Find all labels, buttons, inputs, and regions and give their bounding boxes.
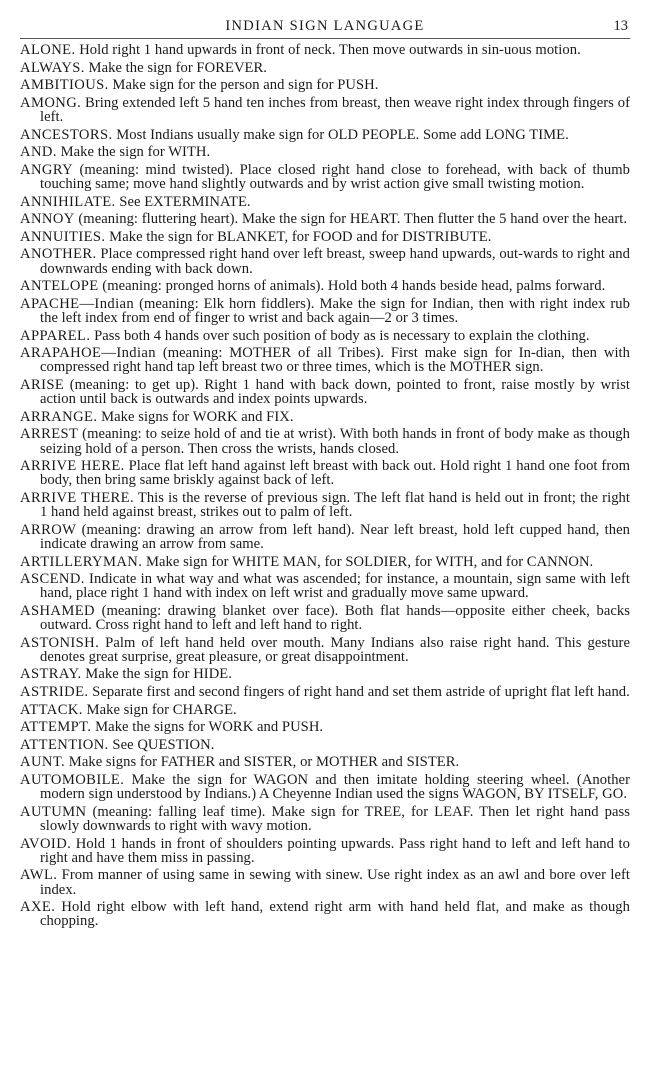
entry-term: ANNOY <box>20 211 75 228</box>
dictionary-entry <box>20 523 630 551</box>
entry-definition: Palm of left hand held over mouth. Many Indians also raise right hand. This gesture denotes great surprise, great pleasure, or great disappointment. <box>40 634 630 665</box>
entry-definition: Make sign for CHARGE. <box>82 701 237 718</box>
entry-term: ARREST <box>20 426 79 443</box>
entry-term: ANGRY <box>20 161 74 178</box>
dictionary-entry <box>20 410 630 424</box>
dictionary-entry <box>20 837 630 865</box>
entry-term: ATTENTION. <box>20 736 109 753</box>
entry-term: AUNT. <box>20 754 66 771</box>
entry-term: ASHAMED <box>20 602 95 619</box>
dictionary-entry <box>20 145 630 159</box>
entry-term: ANOTHER. <box>20 246 97 263</box>
entry-term: APPAREL. <box>20 327 91 344</box>
page-number: 13 <box>613 18 628 34</box>
entry-definition: Make the sign for BLANKET, for FOOD and for DISTRIBUTE. <box>105 228 492 245</box>
entry-term: ATTACK. <box>20 701 83 718</box>
entry-term: ASTONISH. <box>20 634 100 651</box>
dictionary-entry <box>20 378 630 406</box>
entry-term: ALWAYS. <box>20 59 85 76</box>
entry-term: ARROW <box>20 521 77 538</box>
entry-definition: Make the sign for WITH. <box>56 144 211 161</box>
entry-term: AVOID. <box>20 835 72 852</box>
entry-definition: Make the signs for WORK and PUSH. <box>91 719 324 736</box>
dictionary-entry <box>20 279 630 293</box>
dictionary-entry <box>20 230 630 244</box>
entry-term: ARRIVE HERE. <box>20 458 125 475</box>
dictionary-entry <box>20 128 630 142</box>
dictionary-entry <box>20 636 630 664</box>
entry-definition: (meaning: drawing an arrow from left hand). Near left breast, hold left cupped hand, then indicate drawing an arrow from same. <box>40 521 630 552</box>
entry-term: ALONE. <box>20 42 76 58</box>
dictionary-entry <box>20 329 630 343</box>
entry-definition: Hold right 1 hand upwards in front of neck. Then move outwards in sin-uous motion. <box>75 42 581 58</box>
entry-definition: (meaning: falling leaf time). Make sign for TREE, for LEAF. Then let right hand pass slowly downwards to right with wavy motion. <box>40 803 630 835</box>
dictionary-entry <box>20 459 630 487</box>
entry-term: ASCEND. <box>20 571 85 588</box>
entry-term: AWL. <box>20 867 58 884</box>
dictionary-entry <box>20 738 630 752</box>
entry-definition: (meaning: pronged horns of animals). Hold both 4 hands beside head, palms forward. <box>98 278 606 295</box>
entry-definition: (meaning: fluttering heart). Make the sign for HEART. Then flutter the 5 hand over the heart. <box>74 211 628 228</box>
entry-definition: (meaning: MOTHER of all Tribes). First make sign for In-dian, then with compressed right hand tap left breast two or three times, which is the MOTHER sign. <box>40 345 630 376</box>
entry-definition: Make the sign for WAGON and then imitate holding steering wheel. (Another modern sign understood by Indians.) A Cheyenne Indian used the signs WAGON, BY ITSELF, GO. <box>40 772 630 803</box>
dictionary-entry <box>20 667 630 681</box>
entry-term: ARISE <box>20 376 65 393</box>
dictionary-entry <box>20 720 630 734</box>
entry-definition: Hold 1 hands in front of shoulders pointing upwards. Pass right hand to left and left hand to right and have them miss in passing. <box>40 835 630 866</box>
entry-definition: Make signs for FATHER and SISTER, or MOTHER and SISTER. <box>65 754 460 771</box>
entry-definition: From manner of using same in sewing with sinew. Use right index as an awl and bore over left index. <box>40 867 630 898</box>
dictionary-entry <box>20 297 630 325</box>
entry-term: ARAPAHOE—Indian <box>20 345 156 362</box>
running-title: INDIAN SIGN LANGUAGE <box>225 18 425 34</box>
dictionary-entry <box>20 43 630 57</box>
entry-definition: See QUESTION. <box>108 736 215 753</box>
entry-term: AUTOMOBILE. <box>20 772 125 789</box>
dictionary-entry <box>20 346 630 374</box>
dictionary-entry <box>20 685 630 699</box>
entry-term: ARRIVE THERE. <box>20 489 134 506</box>
dictionary-entry <box>20 900 630 928</box>
dictionary-entry <box>20 195 630 209</box>
dictionary-entry <box>20 212 630 226</box>
dictionary-entry <box>20 755 630 769</box>
dictionary-entry <box>20 61 630 75</box>
entry-term: ANCESTORS. <box>20 126 113 143</box>
dictionary-entry <box>20 78 630 92</box>
entry-definition: Make the sign for HIDE. <box>81 666 232 683</box>
entry-term: ARRANGE. <box>20 408 98 425</box>
entry-definition: (meaning: to get up). Right 1 hand with back down, pointed to front, raise mostly by wrist action until back is outwards and index points upwards. <box>40 376 630 408</box>
entry-term: ANTELOPE <box>20 278 99 295</box>
entry-definition: Indicate in what way and what was ascended; for instance, a mountain, sign same with left hand, place right 1 hand with index on left wrist and gradually move same upward. <box>40 571 630 602</box>
dictionary-entry <box>20 604 630 632</box>
dictionary-entry <box>20 427 630 455</box>
entry-term: ATTEMPT. <box>20 719 92 736</box>
dictionary-entry <box>20 868 630 896</box>
entry-definition: Make sign for the person and sign for PUSH. <box>108 77 379 94</box>
entry-definition: (meaning: to seize hold of and tie at wrist). With both hands in front of body make as though seizing hold of a person. Then cross the wrists, hands closed. <box>40 426 630 457</box>
entry-term: ASTRIDE. <box>20 684 89 701</box>
entry-definition: (meaning: drawing blanket over face). Both flat hands—opposite either cheek, backs outward. Cross right hand to left and left hand to right. <box>40 602 630 634</box>
entry-term: AXE. <box>20 899 56 916</box>
dictionary-entry <box>20 96 630 124</box>
entry-term: AUTUMN <box>20 803 87 820</box>
entry-definition: (meaning: Elk horn fiddlers). Make the sign for Indian, then with right index rub the left index from end of finger to wrist and back again—2 or 3 times. <box>40 295 630 326</box>
entry-term: ARTILLERYMAN. <box>20 553 143 570</box>
entry-term: AND. <box>20 144 57 161</box>
running-header <box>20 16 630 39</box>
entry-definition: See EXTERMINATE. <box>115 193 251 210</box>
entry-term: AMBITIOUS. <box>20 77 109 94</box>
dictionary-entry <box>20 773 630 801</box>
dictionary-entry <box>20 572 630 600</box>
dictionary-entry <box>20 163 630 191</box>
dictionary-entry <box>20 555 630 569</box>
entry-term: APACHE—Indian <box>20 295 135 312</box>
dictionary-entries <box>20 43 630 932</box>
dictionary-entry <box>20 247 630 275</box>
entry-definition: Separate first and second fingers of right hand and set them astride of upright flat left hand. <box>88 684 630 701</box>
entry-definition: Make the sign for FOREVER. <box>84 59 267 76</box>
entry-definition: (meaning: mind twisted). Place closed right hand close to forehead, with back of thumb touching same; move hand slightly outwards and by wrist action give small twisting motion. <box>40 161 630 192</box>
entry-definition: Bring extended left 5 hand ten inches from breast, then weave right index through fingers of left. <box>40 94 630 125</box>
entry-definition: Most Indians usually make sign for OLD PEOPLE. Some add LONG TIME. <box>112 126 569 143</box>
entry-definition: Place flat left hand against left breast with back out. Hold right 1 hand one foot from body, then bring same briskly against back of left. <box>40 458 630 489</box>
entry-definition: This is the reverse of previous sign. The left flat hand is held out in front; the right 1 hand held against breast, strikes out to palm of left. <box>40 489 630 521</box>
entry-term: AMONG. <box>20 94 82 111</box>
entry-term: ASTRAY. <box>20 666 82 683</box>
entry-definition: Make signs for WORK and FIX. <box>97 408 294 425</box>
entry-term: ANNUITIES. <box>20 228 106 245</box>
entry-definition: Place compressed right hand over left breast, sweep hand upwards, out-wards to right and downwards ending with back down. <box>40 246 630 277</box>
entry-term: ANNIHILATE. <box>20 193 116 210</box>
dictionary-entry <box>20 491 630 519</box>
entry-definition: Hold right elbow with left hand, extend right arm with hand held flat, and make as though chopping. <box>40 899 630 930</box>
entry-definition: Pass both 4 hands over such position of body as is necessary to explain the clothing. <box>90 327 590 344</box>
dictionary-entry <box>20 805 630 833</box>
dictionary-entry <box>20 703 630 717</box>
entry-definition: Make sign for WHITE MAN, for SOLDIER, for WITH, and for CANNON. <box>142 553 594 570</box>
